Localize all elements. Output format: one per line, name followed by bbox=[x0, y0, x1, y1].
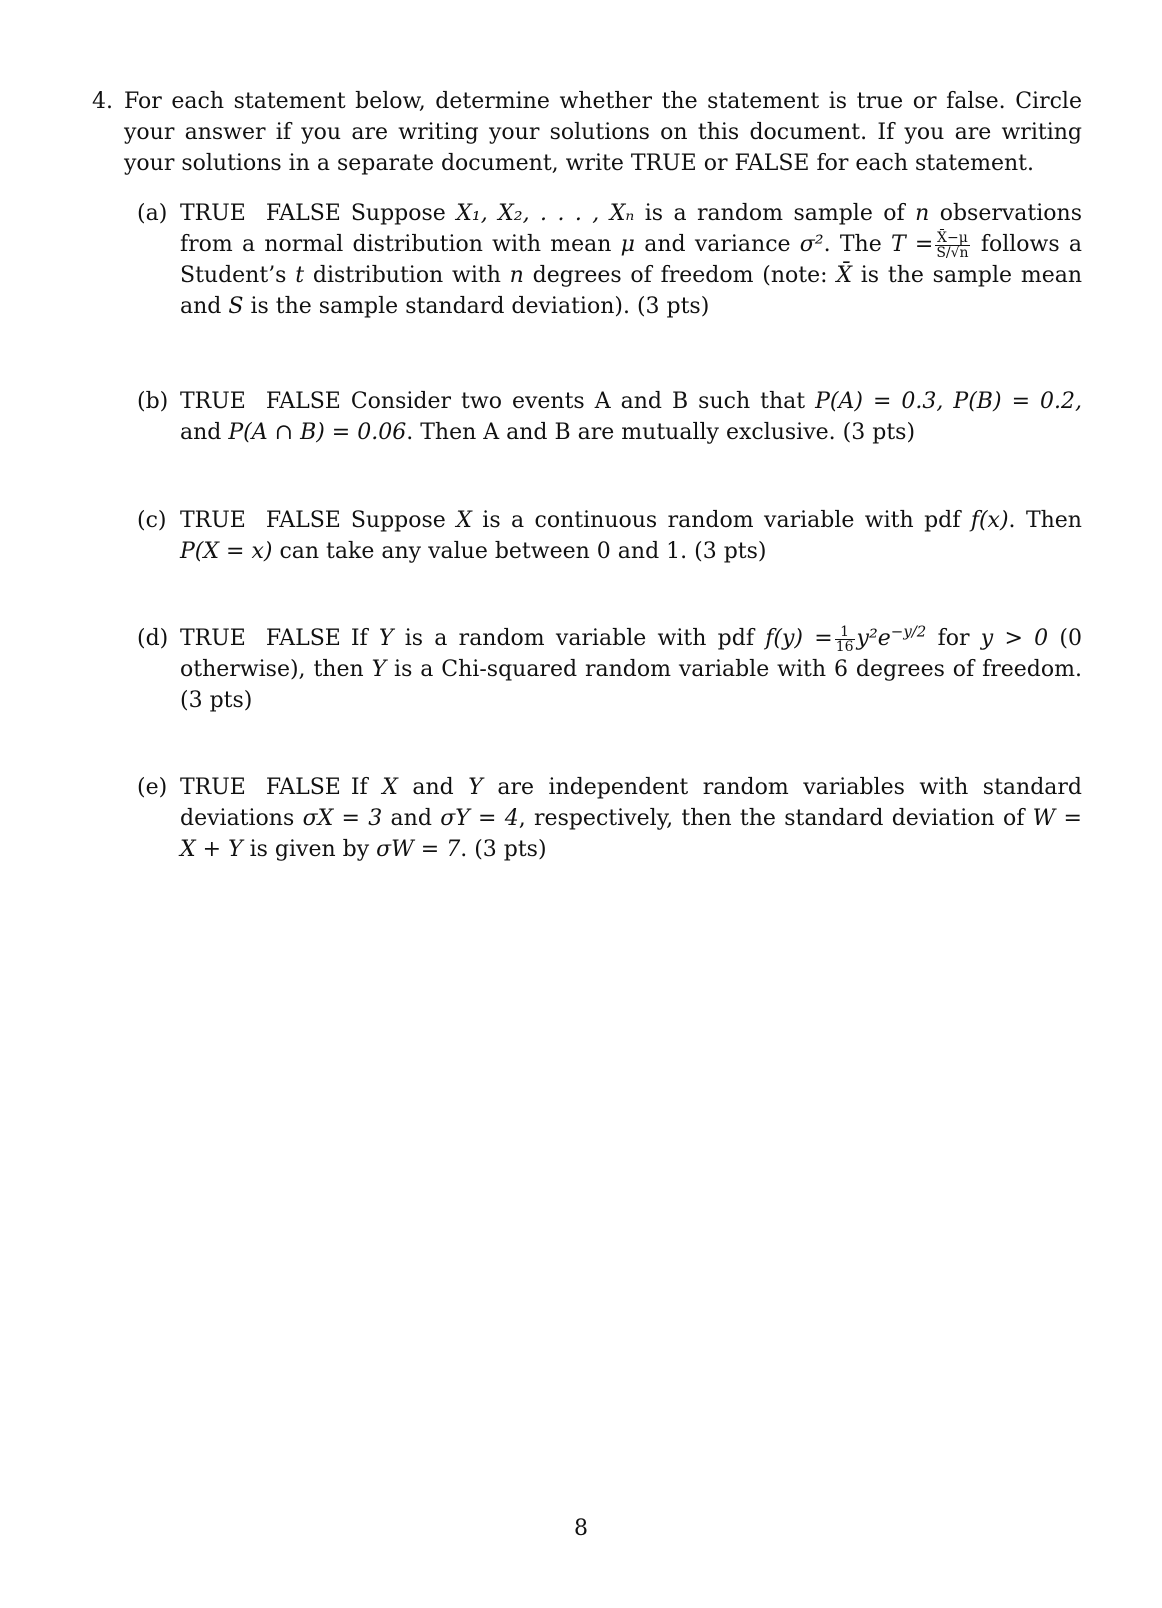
math-sigma-x: σX = 3 bbox=[302, 806, 383, 831]
fraction-numerator: 1 bbox=[835, 625, 855, 640]
text: . Then bbox=[1008, 508, 1082, 533]
math-xbar: X̄ bbox=[836, 263, 852, 288]
math-Y: Y bbox=[371, 657, 387, 682]
question-number: 4. bbox=[92, 89, 113, 114]
math-variance: σ² bbox=[799, 232, 824, 257]
part-d bbox=[137, 623, 1082, 716]
text: is a random sample of bbox=[634, 201, 916, 226]
false-option[interactable]: FALSE bbox=[265, 775, 341, 800]
math-n: n bbox=[509, 263, 524, 288]
text: . Then A and B are mutually exclusive. (3 pts) bbox=[406, 420, 916, 445]
math-W: W = X + Y bbox=[180, 806, 1082, 862]
part-c bbox=[137, 505, 1082, 567]
part-e bbox=[137, 772, 1082, 865]
true-option[interactable]: TRUE bbox=[180, 626, 246, 651]
math-S: S bbox=[228, 294, 244, 319]
text: can take any value between 0 and 1. (3 pts) bbox=[272, 539, 767, 564]
text: If bbox=[350, 626, 379, 651]
math-expression: y²e bbox=[856, 626, 891, 651]
question-4 bbox=[92, 86, 1082, 179]
math-exponent: −y/2 bbox=[890, 622, 927, 641]
text: . (3 pts) bbox=[460, 837, 547, 862]
part-label: (d) bbox=[137, 626, 169, 651]
fraction-denominator: S/√n bbox=[936, 244, 969, 261]
false-option[interactable]: FALSE bbox=[265, 508, 341, 533]
text: Consider two events A and B such that bbox=[350, 389, 816, 414]
false-option[interactable]: FALSE bbox=[265, 626, 341, 651]
part-a bbox=[137, 198, 1082, 322]
text: Suppose bbox=[350, 201, 457, 226]
math-pdf: f(x) bbox=[970, 508, 1009, 533]
text: and bbox=[397, 775, 469, 800]
math-X: X bbox=[382, 775, 398, 800]
text: and variance bbox=[634, 232, 800, 257]
text: degrees of freedom (note: bbox=[523, 263, 837, 288]
page-number: 8 bbox=[574, 1516, 588, 1541]
text: , respectively, then the standard deviation of bbox=[518, 806, 1033, 831]
math-pdf: f(y) = bbox=[765, 626, 833, 651]
math-Y: Y bbox=[378, 626, 394, 651]
fraction-numerator: X̄−μ bbox=[937, 229, 968, 246]
part-label: (e) bbox=[137, 775, 168, 800]
fraction bbox=[935, 231, 969, 260]
part-statement bbox=[180, 623, 1082, 716]
text: and bbox=[382, 806, 441, 831]
text: If bbox=[350, 775, 383, 800]
question-instructions: For each statement below, determine whether the statement is true or false. Circle your answer if you are writing your solutions on this document. If you are writing your solutions in a separate document, write TRUE or FALSE for each statement. bbox=[124, 89, 1082, 176]
part-statement bbox=[180, 505, 1082, 567]
true-option[interactable]: TRUE bbox=[180, 201, 246, 226]
math-intersection: P(A ∩ B) = 0.06 bbox=[228, 420, 407, 445]
math-mu: μ bbox=[620, 232, 635, 257]
text: . The bbox=[823, 232, 891, 257]
true-option[interactable]: TRUE bbox=[180, 775, 246, 800]
math-sigma-y: σY = 4 bbox=[440, 806, 519, 831]
false-option[interactable]: FALSE bbox=[265, 389, 341, 414]
true-option[interactable]: TRUE bbox=[180, 508, 246, 533]
part-label: (c) bbox=[137, 508, 167, 533]
text: is given by bbox=[242, 837, 377, 862]
text: (0 otherwise), then bbox=[180, 626, 1082, 682]
math-probability: P(X = x) bbox=[180, 539, 273, 564]
text: is the sample standard deviation). (3 pts) bbox=[243, 294, 710, 319]
text: is a continuous random variable with pdf bbox=[471, 508, 971, 533]
text: for bbox=[926, 626, 981, 651]
text: Suppose bbox=[350, 508, 457, 533]
math-T: T = bbox=[890, 232, 934, 257]
part-statement bbox=[180, 198, 1082, 322]
text: and bbox=[180, 420, 229, 445]
math-X: X bbox=[456, 508, 472, 533]
part-label: (b) bbox=[137, 389, 169, 414]
text: follows a Student’s bbox=[180, 232, 1082, 288]
math-sample: X₁, X₂, . . . , Xₙ bbox=[456, 201, 635, 226]
part-b bbox=[137, 386, 1082, 448]
text: is a random variable with pdf bbox=[393, 626, 766, 651]
true-option[interactable]: TRUE bbox=[180, 389, 246, 414]
math-t: t bbox=[295, 263, 305, 288]
math-domain: y > 0 bbox=[980, 626, 1049, 651]
math-sigma-w: σW = 7 bbox=[376, 837, 461, 862]
math-n: n bbox=[915, 201, 930, 226]
math-probabilities: P(A) = 0.3, P(B) = 0.2, bbox=[815, 389, 1082, 414]
text: is the sample mean and bbox=[180, 263, 1083, 319]
text: are independent random variables with standard deviations bbox=[180, 775, 1083, 831]
fraction-denominator: 16 bbox=[835, 638, 854, 655]
part-label: (a) bbox=[137, 201, 168, 226]
part-statement bbox=[180, 772, 1082, 865]
text: observations from a normal distribution with mean bbox=[180, 201, 1082, 257]
fraction bbox=[835, 625, 855, 654]
math-Y: Y bbox=[468, 775, 483, 800]
text: is a Chi-squared random variable with 6 degrees of freedom. (3 pts) bbox=[180, 657, 1082, 713]
text: distribution with bbox=[304, 263, 510, 288]
part-statement bbox=[180, 386, 1082, 448]
false-option[interactable]: FALSE bbox=[265, 201, 341, 226]
